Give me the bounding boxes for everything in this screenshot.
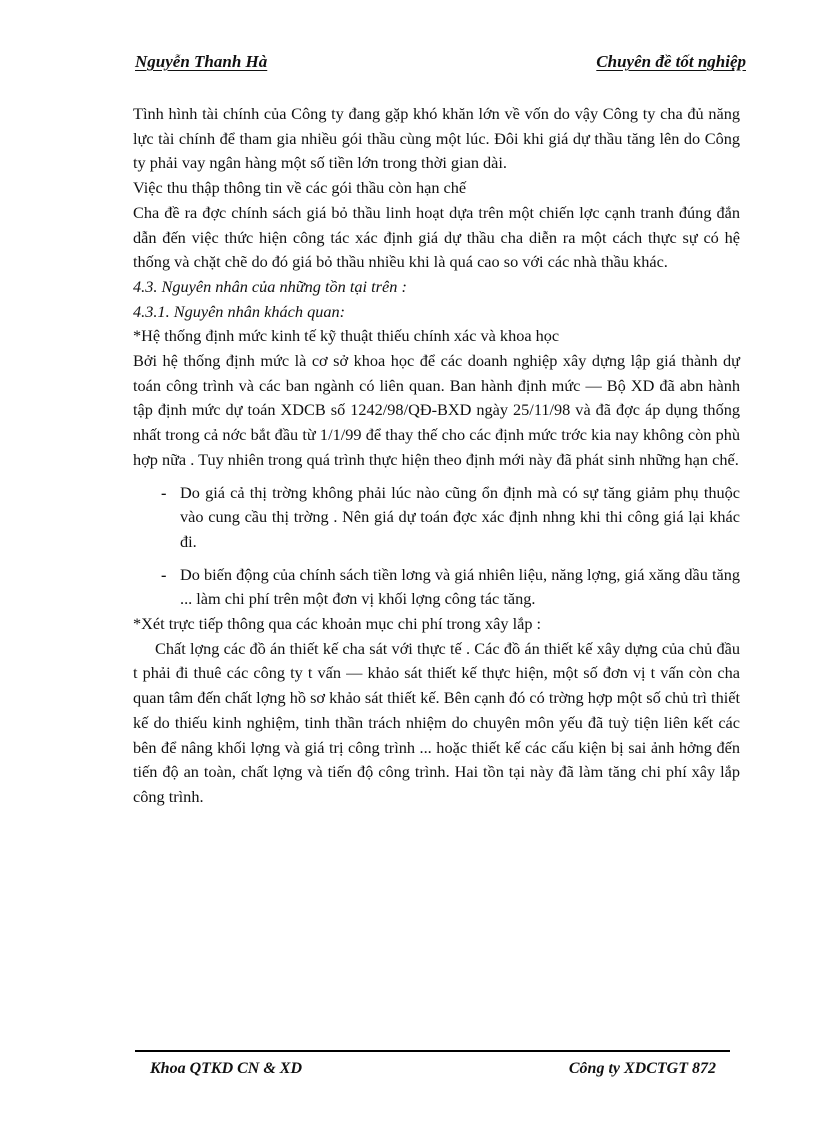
paragraph: Tình hình tài chính của Công ty đang gặp khó khăn lớn về vốn do vậy Công ty cha đủ năng lực tài chính để tham gia nhiều gói thầu cùng một lúc. Đôi khi giá dự thầu tăng lên do Công ty phải vay ngân hàng một số tiền lớn trong thời gian dài. (133, 104, 740, 173)
bullet-marker: - (161, 482, 167, 502)
footer-divider (135, 1050, 730, 1052)
paragraph: *Xét trực tiếp thông qua các khoản mục chi phí trong xây lắp : (133, 614, 542, 634)
subsection-heading: 4.3.1. Nguyên nhân khách quan: (133, 301, 346, 321)
bullet-item (133, 481, 740, 555)
bullet-marker: - (161, 564, 167, 584)
paragraph: Bởi hệ thống định mức là cơ sở khoa học để các doanh nghiệp xây dựng lập giá thành dự toán công trình và các ban ngành có liên quan. Ban hành định mức — Bộ XD đã abn hành tập định mức dự toán XDCB số 1242/98/QĐ-BXD ngày 25/11/98 và đã đợc áp dụng thống nhất trong cả nớc bắt đầu từ 1/1/99 để thay thế cho các định mức trớc kia nay không còn phù hợp nữa . Tuy nhiên trong quá trình thực hiện theo định mới này đã phát sinh những hạn chế. (133, 351, 740, 469)
footer-faculty: Khoa QTKD CN & XD (150, 1060, 303, 1077)
document-body (133, 102, 740, 810)
header-author: Nguyễn Thanh Hà (135, 52, 268, 71)
paragraph: *Hệ thống định mức kinh tế kỹ thuật thiếu chính xác và khoa học (133, 326, 560, 346)
section-heading: 4.3. Nguyên nhân của những tồn tại trên : (133, 276, 407, 296)
footer-company: Công ty XDCTGT 872 (568, 1060, 716, 1077)
paragraph: Chất lợng các đồ án thiết kế cha sát với thực tế . Các đồ án thiết kế xây dựng của chủ đầu t phải đi thuê các công ty t vấn — khảo sát thiết kế thực hiện, một số đơn vị t vấn còn cha quan tâm đến chất lợng hồ sơ khảo sát thiết kế. Bên cạnh đó có trờng hợp một số chủ trì thiết kế do thiếu kinh nghiệm, tinh thần trách nhiệm do chuyên môn yếu đã tuỳ tiện liên kết các bên để nâng khối lợng và giá trị công trình ... hoặc thiết kế các cấu kiện bị sai ảnh hởng đến tiến độ an toàn, chất lợng và tiến độ công trình. Hai tồn tại này đã làm tăng chi phí xây lắp công trình. (133, 638, 740, 806)
header-title: Chuyên đề tốt nghiệp (596, 52, 746, 71)
bullet-item (133, 563, 740, 612)
bullet-text: Do biến động của chính sách tiền lơng và giá nhiên liệu, năng lợng, giá xăng dầu tăng ... làm chi phí trên một đơn vị khối lợng công tác tăng. (180, 564, 740, 609)
paragraph: Việc thu thập thông tin về các gói thầu còn hạn chế (133, 178, 467, 198)
bullet-text: Do giá cả thị trờng không phải lúc nào cũng ổn định mà có sự tăng giảm phụ thuộc vào cung cầu thị trờng . Nên giá dự toán đợc xác định nhng khi thi công giá lại khác đi. (180, 482, 740, 551)
paragraph: Cha đề ra đợc chính sách giá bỏ thầu linh hoạt dựa trên một chiến lợc cạnh tranh đúng đắn dẫn đến việc thức hiện công tác xác định giá dự thầu cha diễn ra một cách thực sự có hệ thống và chặt chẽ do đó giá bỏ thầu nhiều khi là quá cao so với các nhà thầu khác. (133, 202, 740, 272)
